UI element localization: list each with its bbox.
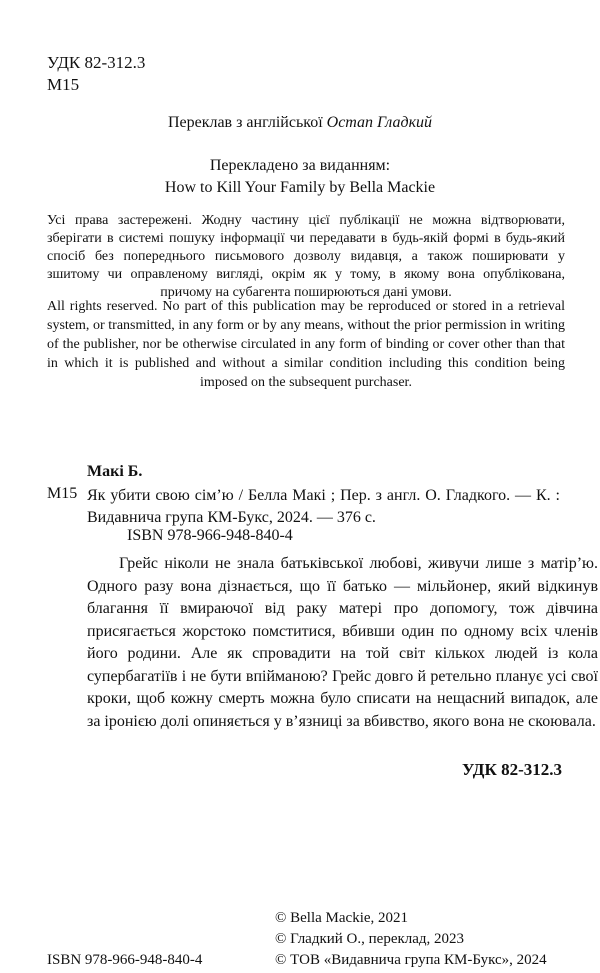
catalog-isbn: ISBN 978-966-948-840-4	[127, 527, 293, 544]
udk-header	[47, 52, 145, 96]
source-label: Перекладено за виданням:	[209, 157, 391, 174]
catalog-udk: УДК 82-312.3	[462, 760, 562, 779]
rights-english: All rights reserved. No part of this publication may be reproduced or stored in a retrieval system, or transmitted, in any form or by any means, without the prior permission in writing of the publisher, nor be otherwise circulated in any form of binding or cover other than that in which it is published and without a similar condition including this condition being imposed on the subsequent purchaser.	[47, 299, 565, 390]
imprint-isbn: ISBN 978-966-948-840-4	[47, 952, 203, 968]
catalog-cutter: М15	[47, 485, 78, 502]
source-title: How to Kill Your Family by Bella Mackie	[164, 179, 436, 196]
rights-ukrainian: Усі права застережені. Жодну частину цієї публікації не можна відтворювати, зберігати в системі пошуку інформації чи передавати в будь-якій формі в будь-який спосіб без попереднього письмового дозволу видавця, а також поширювати у зшитому чи оправленому вигляді, окрім як у тому, в якому вона опублікована, причому на субагента поширюються дані умови.	[47, 213, 565, 300]
translator-name: Остап Гладкий	[326, 114, 433, 131]
copyright-publisher: © ТОВ «Видавнича група КМ-Букс», 2024	[275, 952, 547, 968]
udk-code: УДК 82-312.3	[47, 53, 146, 72]
catalog-author: Макі Б.	[87, 463, 143, 480]
translator-prefix: Переклав з англійської	[167, 114, 327, 131]
source-edition	[0, 155, 600, 199]
translator-line	[0, 114, 600, 132]
copyright-translation: © Гладкий О., переклад, 2023	[275, 931, 465, 947]
cutter-code: М15	[47, 75, 80, 94]
catalog-entry: Як убити свою сім’ю / Белла Макі ; Пер. з англ. О. Гладкого. — К. : Видавнича група КМ-Букс, 2024. — 376 с.	[87, 487, 560, 526]
copyright-author: © Bella Mackie, 2021	[275, 910, 409, 926]
annotation: Грейс ніколи не знала батьківської любові, живучи лише з матір’ю. Одного разу вона дізнається, що її батько — мільйонер, який відкинув благання її вмираючої від раку матері про допомогу, тож дівчина присягається жорстоко помститися, вбивши один по одному всіх членів його родини. Але як спровадити на той світ кількох людей із кола супербагатіїв і не бути впійманою? Грейс довго й ретельно планує усі свої кроки, щоб кожну смерть можна було списати на нещасний випадок, але за іронією долі опиняється у в’язниці за вбивство, якого вона не скоювала.	[87, 555, 598, 730]
copyright-block	[275, 908, 547, 971]
